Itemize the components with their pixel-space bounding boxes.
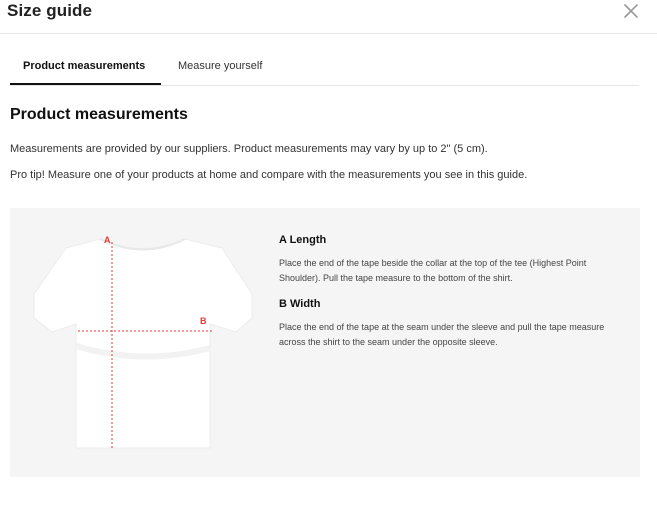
active-tab-indicator: [10, 83, 161, 85]
pro-tip: Pro tip! Measure one of your products at home and compare with the measurements you see in this guide.: [10, 169, 528, 181]
tab-product-measurements[interactable]: Product measurements: [23, 60, 146, 72]
width-description: Place the end of the tape at the seam under the sleeve and pull the tape measure across the shirt to the seam under the opposite sleeve.: [279, 322, 605, 347]
width-heading: B Width: [279, 298, 321, 310]
modal-header: [0, 0, 657, 34]
supplier-note: Measurements are provided by our suppliers. Product measurements may vary by up to 2" (5 cm).: [10, 143, 488, 155]
tshirt-shape: [34, 239, 252, 448]
marker-a: A: [104, 236, 111, 245]
length-description: Place the end of the tape beside the collar at the top of the tee (Highest Point Shoulder). Pull the tape measure to the bottom of the shirt.: [279, 258, 587, 283]
close-button[interactable]: [620, 1, 642, 23]
length-heading: A Length: [279, 234, 327, 246]
tab-bar: [10, 52, 639, 86]
section-title: Product measurements: [10, 106, 188, 123]
modal-title: Size guide: [7, 1, 93, 20]
marker-b: B: [200, 316, 207, 326]
measurement-figure: [10, 208, 640, 477]
tshirt-diagram: [32, 236, 258, 450]
tab-measure-yourself[interactable]: Measure yourself: [178, 60, 263, 72]
close-icon: [620, 1, 642, 23]
